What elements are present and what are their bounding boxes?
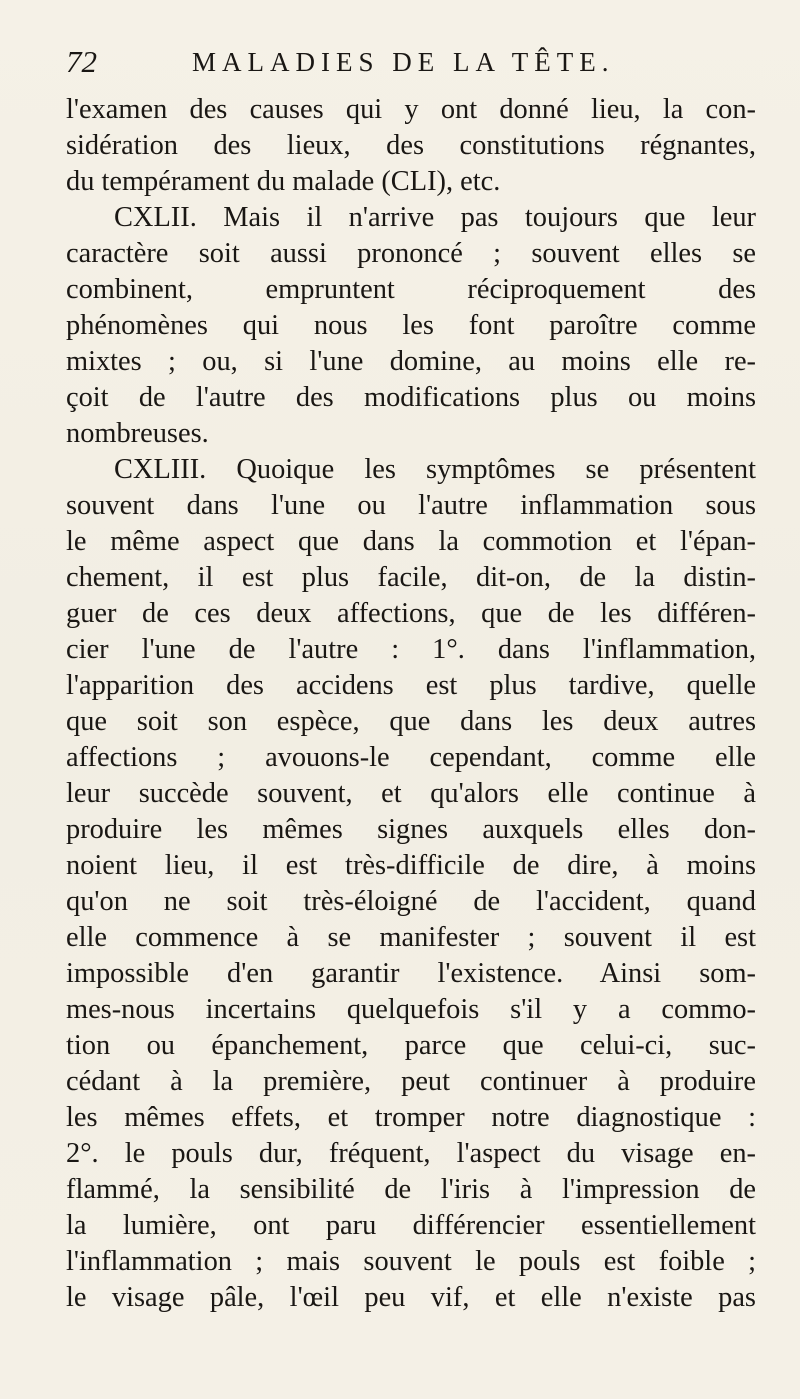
- text-line: 2°. le pouls dur, fréquent, l'aspect du visage en-: [66, 1138, 756, 1169]
- page-number: 72: [66, 44, 97, 79]
- paragraph-cxliii-start: CXLIII. Quoique les symptômes se présentent: [114, 454, 756, 485]
- text-line: nombreuses.: [66, 418, 209, 449]
- text-line: l'apparition des accidens est plus tardive, quelle: [66, 670, 756, 701]
- text-line: çoit de l'autre des modifications plus ou moins: [66, 382, 756, 413]
- text-line: souvent dans l'une ou l'autre inflammation sous: [66, 490, 756, 521]
- text-line: l'inflammation ; mais souvent le pouls est foible ;: [66, 1246, 756, 1277]
- text-line: flammé, la sensibilité de l'iris à l'impression de: [66, 1174, 756, 1205]
- text-line: guer de ces deux affections, que de les différen-: [66, 598, 756, 629]
- text-line: qu'on ne soit très-éloigné de l'accident, quand: [66, 886, 756, 917]
- text-line: phénomènes qui nous les font paroître comme: [66, 310, 756, 341]
- text-line: sidération des lieux, des constitutions régnantes,: [66, 130, 756, 161]
- page-header: [66, 42, 756, 82]
- text-line: chement, il est plus facile, dit-on, de la distin-: [66, 562, 756, 593]
- text-line: le même aspect que dans la commotion et l'épan-: [66, 526, 756, 557]
- text-line: l'examen des causes qui y ont donné lieu, la con-: [66, 94, 756, 125]
- text-line: leur succède souvent, et qu'alors elle continue à: [66, 778, 756, 809]
- text-line: combinent, empruntent réciproquement des: [66, 274, 756, 305]
- text-line: produire les mêmes signes auxquels elles don-: [66, 814, 756, 845]
- text-line: la lumière, ont paru différencier essentiellement: [66, 1210, 756, 1241]
- text-line: cédant à la première, peut continuer à produire: [66, 1066, 756, 1097]
- text-line: noient lieu, il est très-difficile de dire, à moins: [66, 850, 756, 881]
- text-line: que soit son espèce, que dans les deux autres: [66, 706, 756, 737]
- text-line: le visage pâle, l'œil peu vif, et elle n'existe pas: [66, 1282, 756, 1313]
- text-line: cier l'une de l'autre : 1°. dans l'inflammation,: [66, 634, 756, 665]
- text-line: les mêmes effets, et tromper notre diagnostique :: [66, 1102, 756, 1133]
- text-line: tion ou épanchement, parce que celui-ci, suc-: [66, 1030, 756, 1061]
- paragraph-cxlii-start: CXLII. Mais il n'arrive pas toujours que leur: [114, 202, 756, 233]
- text-line: impossible d'en garantir l'existence. Ainsi som-: [66, 958, 756, 989]
- text-line: mixtes ; ou, si l'une domine, au moins elle re-: [66, 346, 756, 377]
- text-line: du tempérament du malade (CLI), etc.: [66, 166, 501, 197]
- text-line: elle commence à se manifester ; souvent il est: [66, 922, 756, 953]
- text-line: caractère soit aussi prononcé ; souvent elles se: [66, 238, 756, 269]
- text-line: mes-nous incertains quelquefois s'il y a commo-: [66, 994, 756, 1025]
- running-head: MALADIES DE LA TÊTE.: [192, 47, 615, 77]
- text-line: affections ; avouons-le cependant, comme elle: [66, 742, 756, 773]
